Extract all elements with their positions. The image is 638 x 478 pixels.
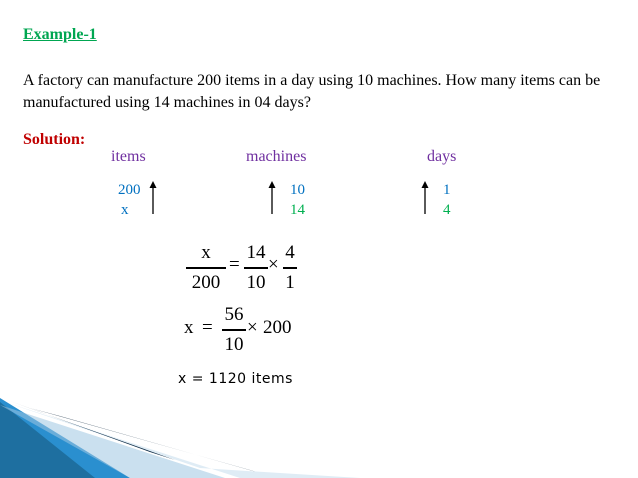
- times-sign: ×: [268, 254, 279, 275]
- final-answer: x = 1120 items: [178, 371, 293, 387]
- header-machines: machines: [246, 148, 307, 165]
- arrow-up-icon: [148, 181, 158, 215]
- denominator: 10: [224, 333, 244, 355]
- numerator: 56: [224, 304, 244, 325]
- fraction-bar: [222, 329, 246, 331]
- problem-text: A factory can manufacture 200 items in a day using 10 machines. How many items can be manufactured using 14 machines in 04 days?: [23, 72, 601, 111]
- days-value-2: 4: [443, 202, 451, 218]
- fraction-bar: [186, 267, 226, 269]
- machines-value-2: 14: [290, 202, 305, 218]
- denominator: 1: [285, 271, 295, 293]
- denominator: 10: [246, 271, 266, 293]
- equals-sign: =: [229, 254, 240, 275]
- header-items: items: [111, 148, 146, 165]
- fraction-56-over-10: [222, 304, 246, 356]
- fraction-bar: [283, 267, 297, 269]
- arrow-up-icon: [267, 181, 277, 215]
- multiplier-value: 200: [263, 317, 292, 338]
- times-sign: ×: [247, 317, 258, 338]
- numerator: 4: [285, 242, 295, 263]
- machines-value-1: 10: [290, 182, 305, 198]
- fraction-4-over-1: [283, 242, 297, 294]
- equation-lhs: x: [184, 317, 194, 338]
- items-value-1: 200: [118, 182, 141, 198]
- numerator: x: [201, 242, 211, 263]
- arrow-up-icon: [420, 181, 430, 215]
- fraction-x-over-200: [186, 242, 226, 294]
- items-value-2: x: [121, 202, 129, 218]
- denominator: 200: [191, 271, 221, 293]
- fraction-bar: [244, 267, 268, 269]
- days-value-1: 1: [443, 182, 451, 198]
- solution-label: Solution:: [23, 131, 86, 148]
- equals-sign: =: [202, 317, 213, 338]
- fraction-14-over-10: [244, 242, 268, 294]
- numerator: 14: [246, 242, 266, 263]
- example-title: Example-1: [23, 26, 97, 43]
- header-days: days: [427, 148, 457, 165]
